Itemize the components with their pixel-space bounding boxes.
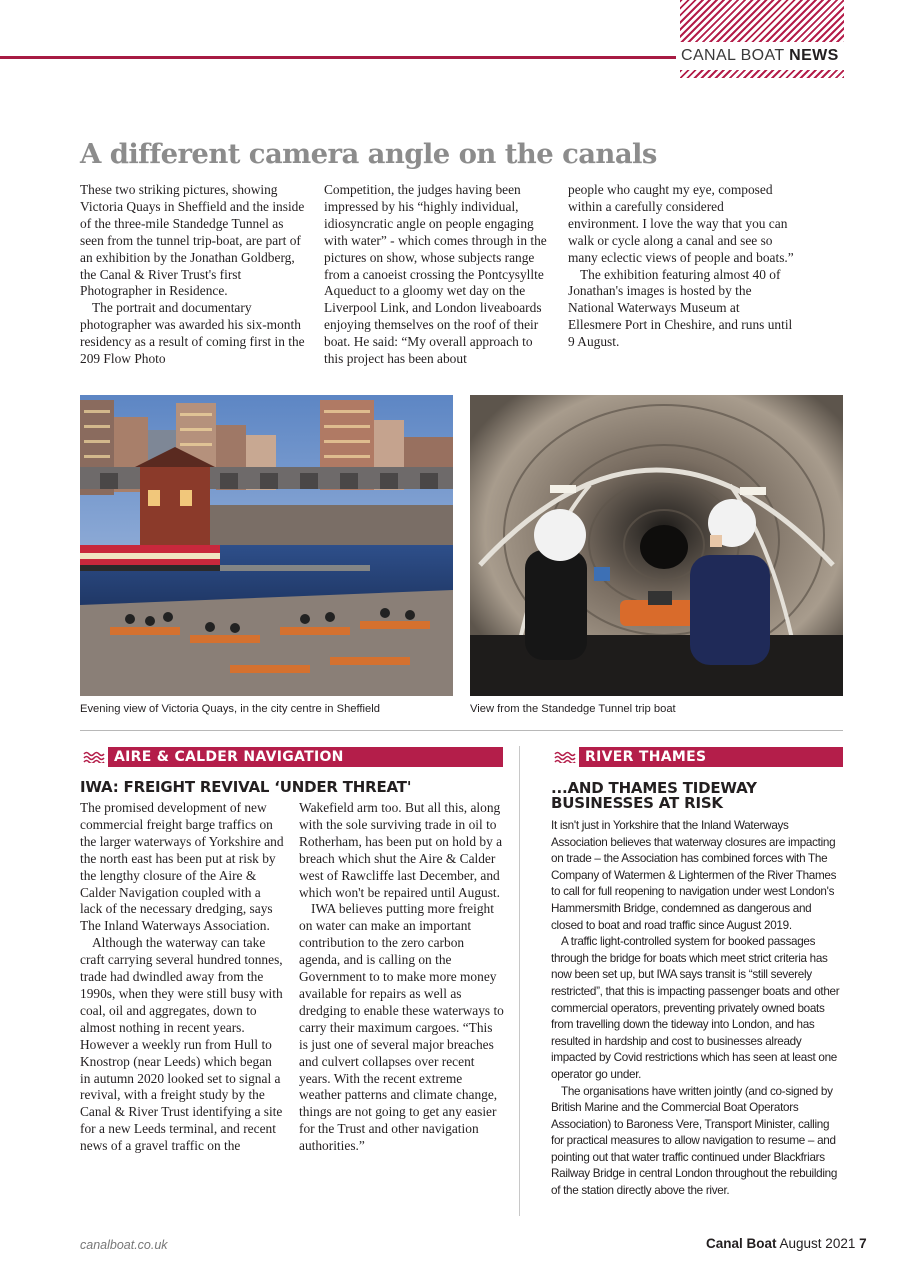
standedge-tunnel-photo	[470, 395, 843, 696]
feature-column-2	[324, 182, 552, 368]
river-thames-headline: ...AND THAMES TIDEWAY BUSINESSES AT RISK	[551, 779, 757, 812]
aire-calder-paragraph: IWA believes putting more freight on water can make an important contribution to the zero carbon agenda, and is calling on the Government to to make more money available for repairs as well as dredging to enable these waterways to carry their maximum cargoes. “This is just one of several major breaches and culvert collapses over recent years. With the recent extreme weather patterns and climate change, things are not going to get any easier for the Trust and other navigation authorities.”	[299, 901, 504, 1154]
column-divider	[519, 746, 520, 1216]
feature-column-3	[568, 182, 796, 351]
feature-column-1	[80, 182, 308, 368]
aire-calder-column-1	[80, 800, 285, 1155]
aire-calder-paragraph: Wakefield arm too. But all this, along with the sole surviving trade in oil to Rotherham, has been put on hold by a breach which shut the Aire & Calder west of Rawcliffe last December, and which won't be repaired until August.	[299, 800, 503, 900]
aire-calder-headline: IWA: FREIGHT REVIVAL ‘UNDER THREAT'	[80, 778, 412, 796]
river-thames-section-bar	[551, 747, 843, 767]
waves-icon-glyph	[554, 751, 576, 763]
waves-icon	[551, 747, 579, 767]
aire-calder-section-bar	[80, 747, 503, 767]
feature-paragraph: people who caught my eye, composed within a carefully considered environment. I love the way that you can walk or cycle along a canal and see so many eclectic views of people and boats.”	[568, 182, 794, 265]
river-thames-paragraph: It isn't just in Yorkshire that the Inland Waterways Association believes that waterway closures are impacting on trade – the Association has combined forces with The Company of Watermen & Lightermen of the River Thames to call for full reopening to navigation under west London's Hammersmith Bridge, condemned as dangerous and closed to boat and road traffic since August 2019.	[551, 819, 837, 932]
header-hatch-pattern	[680, 0, 844, 42]
photo-caption-victoria-quays: Evening view of Victoria Quays, in the city centre in Sheffield	[80, 703, 380, 715]
section-label-name: CANAL BOAT	[681, 47, 785, 64]
section-label	[681, 47, 845, 65]
victoria-quays-illustration	[80, 395, 453, 696]
river-thames-bar-label: RIVER THAMES	[585, 749, 707, 765]
footer-magazine-name: Canal Boat	[706, 1236, 777, 1251]
aire-calder-bar-label: AIRE & CALDER NAVIGATION	[114, 749, 344, 765]
waves-icon	[80, 747, 108, 767]
victoria-quays-photo	[80, 395, 453, 696]
river-thames-paragraph: A traffic light-controlled system for booked passages through the bridge for boats which meet strict criteria has now been set up, but IWA says transit is “still severely restricted”, that this is impacting passenger boats and other commercial operators, preventing privately owned boats from travelling down the tideway into London, and has resulted in hardship and cost to businesses already impacted by Covid restrictions which has seen at least one operator go under.	[551, 935, 840, 1081]
waves-icon-glyph	[83, 751, 105, 763]
aire-calder-paragraph: Although the waterway can take craft carrying several hundred tonnes, trade had dwindled away from the 1990s, when they were still busy with coal, oil and aggregates, down to almost nothing in recent years. However a weekly run from Hull to Knostrop (near Leeds) which began in autumn 2020 looked set to signal a revival, with a freight study by the Canal & River Trust identifying a site for a new Leeds terminal, and recent news of a gravel traffic on the	[80, 935, 283, 1154]
footer-page-number: 7	[859, 1236, 867, 1251]
photo-caption-standedge-tunnel: View from the Standedge Tunnel trip boat	[470, 703, 676, 715]
river-thames-column	[551, 818, 843, 1200]
feature-headline: A different camera angle on the canals	[80, 138, 657, 170]
header-rule	[0, 56, 676, 59]
river-thames-paragraph: The organisations have written jointly (and co-signed by British Marine and the Commercial Boat Operators Association) to Baroness Vere, Transport Minister, calling for practical measures to allow navigation to resume – and pointing out that water traffic continued under Blackfriars Railway Bridge in central London throughout the rebuilding of the station directly above the river.	[551, 1084, 838, 1198]
section-divider	[80, 730, 843, 731]
aire-calder-paragraph: The promised development of new commercial freight barge traffics on the larger waterways of Yorkshire and the north east has been put at risk by the lengthy closure of the Aire & Calder Navigation coupled with a lack of the necessary dredging, says The Inland Waterways Association.	[80, 800, 284, 934]
aire-calder-column-2	[299, 800, 504, 1155]
header-hatch-pattern-lower	[680, 70, 844, 78]
footer-issue-date: August 2021	[779, 1236, 856, 1251]
footer-issue-info	[706, 1236, 867, 1251]
feature-paragraph: These two striking pictures, showing Victoria Quays in Sheffield and the inside of the three-mile Standedge Tunnel as seen from the tunnel trip-boat, are part of an exhibition by the Jonathan Goldberg, the Canal & River Trust's first Photographer in Residence.	[80, 182, 305, 299]
feature-paragraph: The exhibition featuring almost 40 of Jonathan's images is hosted by the National Waterways Museum at Ellesmere Port in Cheshire, and runs until 9 August.	[568, 266, 793, 350]
standedge-tunnel-illustration	[470, 395, 843, 696]
footer-website: canalboat.co.uk	[80, 1238, 168, 1252]
section-label-bold: NEWS	[789, 47, 839, 64]
feature-paragraph: The portrait and documentary photographer was awarded his six-month residency as a result of coming first in the 209 Flow Photo	[80, 300, 305, 367]
feature-paragraph: Competition, the judges having been impressed by his “highly individual, idiosyncratic angle on people engaging with water” - which comes through in the pictures on show, whose subjects range from a canoeist crossing the Pontcysyllte Aqueduct to a gloomy wet day on the Liverpool Link, and London liveaboards enjoying themselves on the roof of their boat. He said: “My overall approach to this project has been about	[324, 182, 547, 367]
